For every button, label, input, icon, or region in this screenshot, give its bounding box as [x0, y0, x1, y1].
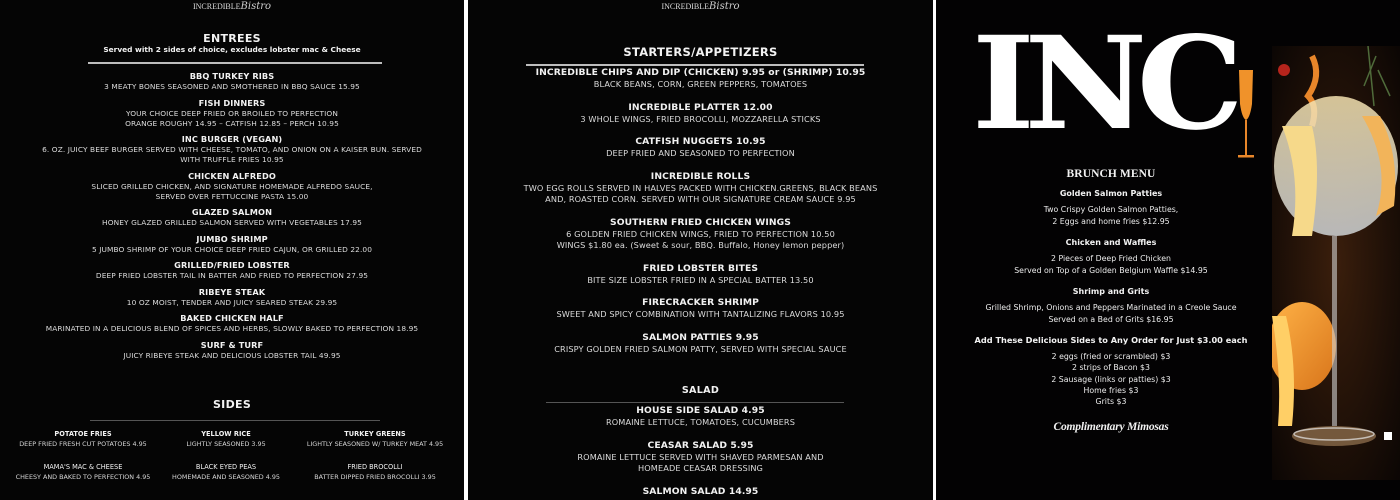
bistro-logo [468, 0, 933, 16]
entrees-subtitle: Served with 2 sides of choice, excludes lobster mac & Cheese [103, 45, 361, 54]
side-desc: CHEESY AND BAKED TO PERFECTION 4.95 [15, 473, 151, 481]
addon-item: 2 strips of Bacon $3 [1072, 363, 1150, 373]
menu-item [0, 313, 464, 334]
sides-title: SIDES [212, 398, 252, 411]
item-name: SOUTHERN FRIED CHICKEN WINGS [609, 216, 792, 228]
item-desc: SWEET AND SPICY COMBINATION WITH TANTALIZING FLAVORS 10.95 [556, 309, 845, 319]
menu-item [468, 136, 933, 160]
item-desc: TWO EGG ROLLS SERVED IN HALVES PACKED WITH CHICKEN.GREENS, BLACK BEANS [523, 182, 878, 193]
item-desc: CRISPY GOLDEN FRIED SALMON PATTY, SERVED WITH SPECIAL SAUCE [554, 343, 847, 354]
addon-item: Grits $3 [1095, 397, 1127, 407]
item-name: INCREDIBLE ROLLS [650, 170, 751, 182]
divider [546, 402, 844, 403]
item-name: INC BURGER (VEGAN) [181, 134, 283, 144]
item-name: JUMBO SHRIMP [196, 233, 268, 244]
side-name: POTATOE FRIES [54, 430, 112, 438]
menu-item [468, 217, 933, 252]
item-desc: DEEP FRIED LOBSTER TAIL IN BATTER AND FRIED TO PERFECTION 27.95 [95, 271, 369, 280]
side-item [286, 462, 464, 482]
item-desc: BLACK BEANS, CORN, GREEN PEPPERS, TOMATOES [593, 79, 808, 89]
brunch-item [946, 188, 1276, 227]
menu-item [468, 67, 933, 91]
menu-item [0, 98, 464, 129]
item-desc: Two Crispy Golden Salmon Patties, [1043, 205, 1179, 214]
item-desc: DEEP FRIED AND SEASONED TO PERFECTION [606, 148, 795, 158]
cocktail-photo [1272, 46, 1400, 480]
item-name: CHICKEN ALFREDO [188, 170, 276, 181]
side-desc: DEEP FRIED FRESH CUT POTATOES 4.95 [19, 440, 147, 448]
menu-item [0, 287, 464, 308]
salad-title: SALAD [681, 385, 720, 396]
item-desc: Served on Top of a Golden Belgium Waffle $14.95 [1014, 265, 1208, 275]
item-name: GLAZED SALMON [191, 207, 273, 217]
menu-item [468, 486, 933, 498]
logo-word: INCREDIBLE [661, 2, 710, 11]
item-name: INCREDIBLE CHIPS AND DIP (CHICKEN) 9.95 or (SHRIMP) 10.95 [535, 67, 866, 78]
entrees-title: ENTREES [203, 32, 261, 45]
item-desc: HOMEADE CEASAR DRESSING [638, 463, 763, 473]
item-desc: Served on a Bed of Grits $16.95 [1048, 314, 1174, 324]
item-desc: 2 Pieces of Deep Fried Chicken [1051, 254, 1171, 263]
side-desc: HOMEMADE AND SEASONED 4.95 [172, 473, 280, 481]
complimentary-mimosas: Complimentary Mimosas [1053, 421, 1169, 434]
item-name: SALMON SALAD 14.95 [642, 485, 759, 497]
item-name: SURF & TURF [200, 339, 264, 350]
item-desc: 5 JUMBO SHRIMP OF YOUR CHOICE DEEP FRIED CAJUN, OR GRILLED 22.00 [92, 244, 372, 254]
item-name: FISH DINNERS [198, 97, 266, 108]
salad-list [468, 405, 933, 500]
brunch-item [946, 286, 1276, 325]
side-name: BLACK EYED PEAS [195, 463, 257, 471]
menu-item [0, 207, 464, 228]
entrees-menu-panel [0, 0, 464, 500]
side-desc: BATTER DIPPED FRIED BROCOLLI 3.95 [314, 473, 436, 481]
item-name: Shrimp and Grits [1072, 287, 1150, 296]
menu-item [0, 260, 464, 281]
item-desc: WITH TRUFFLE FRIES 10.95 [180, 155, 284, 164]
item-desc: 3 MEATY BONES SEASONED AND SMOTHERED IN BBQ SAUCE 15.95 [104, 82, 360, 91]
side-desc: LIGHTLY SEASONED W/ TURKEY MEAT 4.95 [306, 440, 444, 448]
side-item [0, 429, 166, 449]
item-name: Golden Salmon Patties [1059, 189, 1163, 198]
brunch-menu-panel [936, 0, 1400, 500]
inc-logo [972, 9, 1254, 159]
item-name: INCREDIBLE PLATTER 12.00 [628, 101, 773, 113]
addon-item: Home fries $3 [1083, 385, 1139, 395]
side-item [0, 462, 166, 482]
item-desc: HONEY GLAZED GRILLED SALMON SERVED WITH VEGETABLES 17.95 [102, 218, 362, 227]
item-desc: ORANGE ROUGHY 14.95 – CATFISH 12.85 – PERCH 10.95 [125, 118, 339, 128]
item-desc: 10 OZ MOIST, TENDER AND JUICY SEARED STEAK 29.95 [126, 297, 338, 307]
item-desc: ROMAINE LETTUCE, TOMATOES, CUCUMBERS [605, 417, 796, 427]
item-desc: 6. OZ. JUICY BEEF BURGER SERVED WITH CHEESE, TOMATO, AND ONION ON A KAISER BUN. SERVED [42, 145, 422, 154]
menu-item [0, 234, 464, 255]
item-name: HOUSE SIDE SALAD 4.95 [636, 405, 765, 416]
item-desc: YOUR CHOICE DEEP FRIED OR BROILED TO PERFECTION [126, 108, 338, 118]
item-desc: SERVED OVER FETTUCCINE PASTA 15.00 [155, 191, 309, 201]
divider [90, 420, 380, 421]
item-name: RIBEYE STEAK [198, 286, 266, 297]
item-desc: WINGS $1.80 ea. (Sweet & sour, BBQ. Buffalo, Honey lemon pepper) [556, 240, 845, 250]
item-desc: MARINATED IN A DELICIOUS BLEND OF SPICES AND HERBS, SLOWLY BAKED TO PERFECTION 18.95 [45, 324, 419, 333]
item-desc: 3 WHOLE WINGS, FRIED BROCOLLI, MOZZARELLA STICKS [580, 113, 821, 124]
item-desc: BITE SIZE LOBSTER FRIED IN A SPECIAL BATTER 13.50 [587, 274, 814, 285]
side-item [166, 429, 286, 449]
side-item [286, 429, 464, 449]
item-name: FIRECRACKER SHRIMP [642, 297, 759, 308]
addons-title: Add These Delicious Sides to Any Order for Just $3.00 each [974, 335, 1248, 345]
divider [88, 62, 382, 64]
menu-item [468, 263, 933, 287]
starters-title: STARTERS/APPETIZERS [623, 45, 778, 59]
menu-item [468, 332, 933, 356]
divider [526, 64, 864, 66]
sides-list [0, 429, 464, 482]
brunch-content [946, 168, 1276, 433]
menu-item [468, 405, 933, 429]
inc-logo-text: INC [972, 9, 1234, 159]
bistro-logo [0, 0, 464, 16]
menu-item [468, 440, 933, 475]
item-desc: JUICY RIBEYE STEAK AND DELICIOUS LOBSTER TAIL 49.95 [123, 350, 341, 360]
starters-menu-panel [468, 0, 933, 500]
item-desc: AND, ROASTED CORN. SERVED WITH OUR SIGNATURE CREAM SAUCE 9.95 [545, 194, 856, 204]
entrees-list [0, 71, 464, 366]
item-name: BAKED CHICKEN HALF [180, 313, 284, 323]
menu-item [0, 71, 464, 92]
item-name: SALMON PATTIES 9.95 [642, 331, 759, 343]
logo-script: Bistro [709, 1, 740, 12]
champagne-glass-icon [1232, 64, 1260, 164]
item-name: Chicken and Waffles [1065, 238, 1157, 247]
item-name: CATFISH NUGGETS 10.95 [635, 136, 766, 147]
menu-item [468, 297, 933, 321]
item-desc: 2 Eggs and home fries $12.95 [1052, 216, 1170, 226]
side-name: YELLOW RICE [201, 430, 251, 438]
starters-list [468, 67, 933, 366]
item-name: BBQ TURKEY RIBS [189, 71, 275, 81]
menu-item [0, 134, 464, 165]
side-desc: LIGHTLY SEASONED 3.95 [186, 440, 266, 448]
item-desc: Grilled Shrimp, Onions and Peppers Marinated in a Creole Sauce [985, 303, 1237, 312]
item-name: GRILLED/FRIED LOBSTER [174, 260, 290, 270]
side-item [166, 462, 286, 482]
side-name: MAMA'S MAC & CHEESE [43, 463, 123, 471]
side-name: TURKEY GREENS [344, 430, 406, 438]
item-name: CEASAR SALAD 5.95 [647, 439, 754, 451]
item-name: FRIED LOBSTER BITES [642, 262, 759, 274]
addon-item: 2 eggs (fried or scrambled) $3 [1051, 352, 1171, 361]
addon-item: 2 Sausage (links or patties) $3 [1051, 374, 1171, 384]
logo-word: INCREDIBLE [192, 2, 241, 11]
menu-item [468, 171, 933, 206]
brunch-item [946, 237, 1276, 276]
menu-item [0, 171, 464, 202]
item-desc: 6 GOLDEN FRIED CHICKEN WINGS, FRIED TO PERFECTION 10.50 [566, 228, 835, 239]
menu-item [0, 340, 464, 361]
item-desc: ROMAINE LETTUCE SERVED WITH SHAVED PARMESAN AND [577, 451, 824, 462]
item-desc: SLICED GRILLED CHICKEN, AND SIGNATURE HOMEMADE ALFREDO SAUCE, [91, 181, 373, 191]
side-name: FRIED BROCOLLI [347, 463, 403, 471]
menu-item [468, 102, 933, 126]
logo-script: Bistro [240, 1, 272, 12]
brunch-title: BRUNCH MENU [1066, 168, 1156, 180]
